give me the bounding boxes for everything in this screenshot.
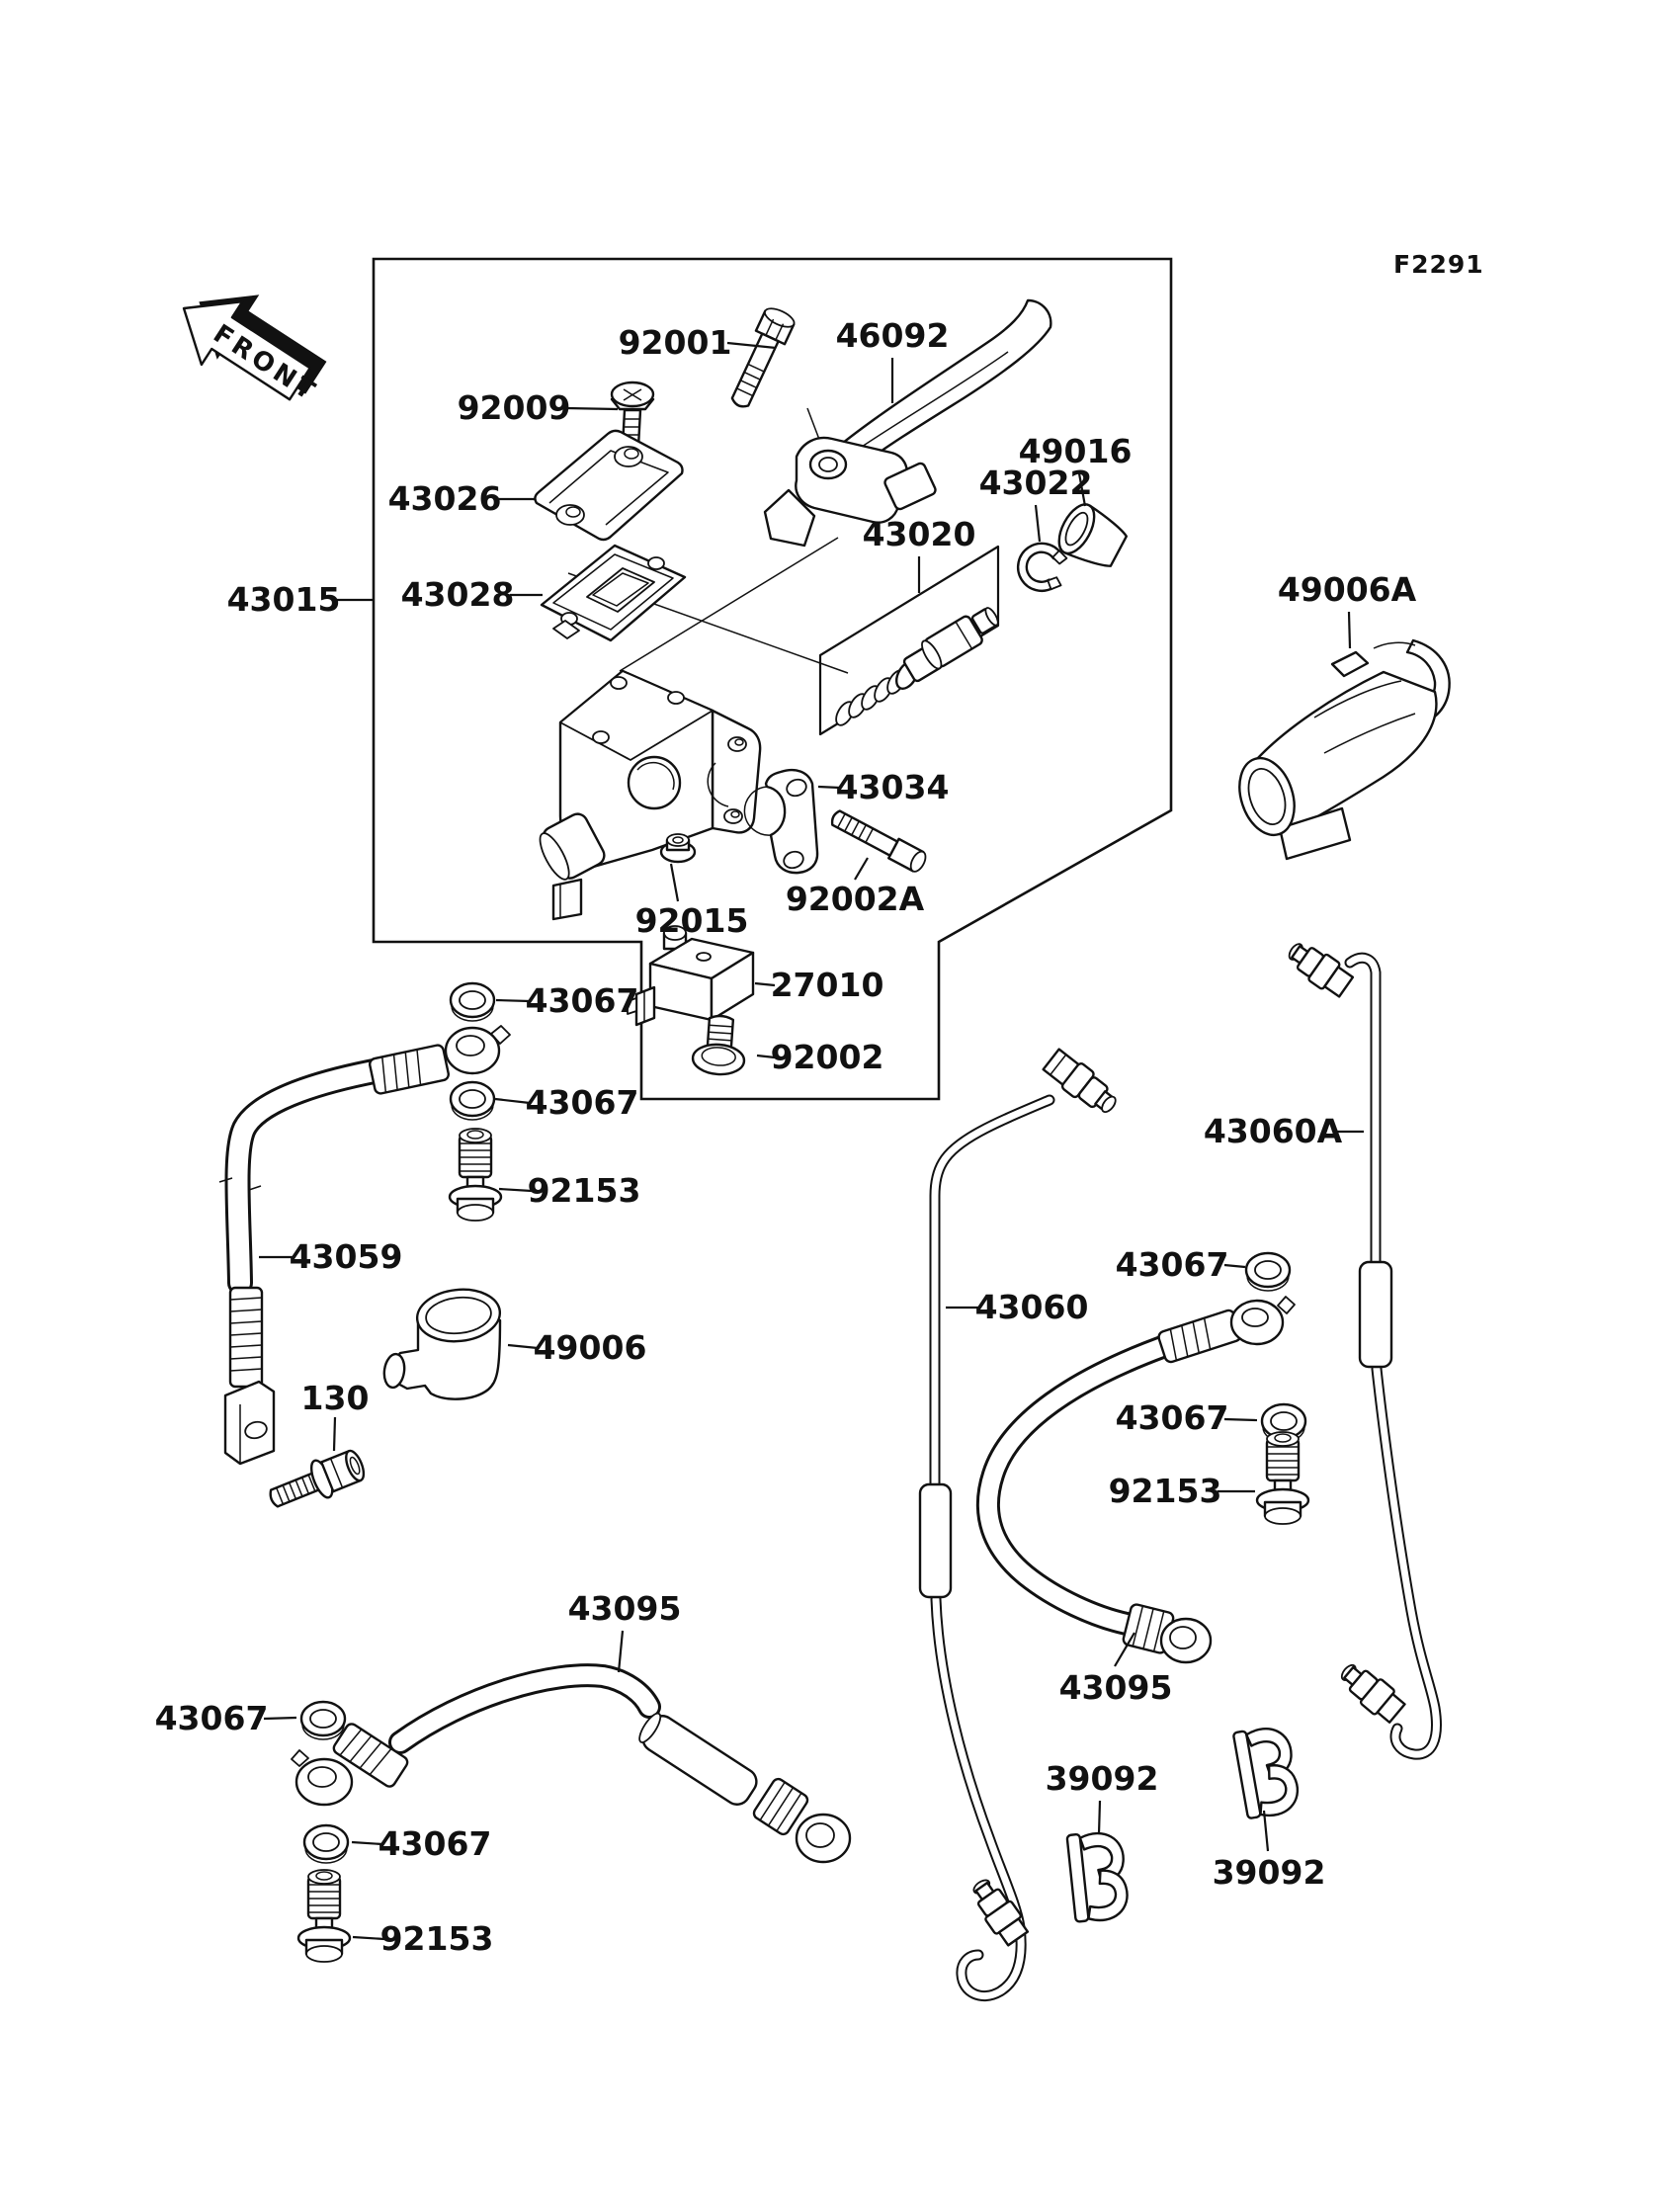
part-number-text-piston-kit: 43020 xyxy=(862,515,976,553)
part-number-text-reservoir-cap: 43026 xyxy=(387,479,502,518)
part-number-text-diaphragm: 43028 xyxy=(400,575,515,614)
leader-line-pipe-clip-1 xyxy=(1099,1801,1100,1834)
part-label-cylinder-clamp xyxy=(818,768,949,806)
part-number-text-washer-3: 43067 xyxy=(1115,1245,1229,1284)
part-number-text-brake-hose-bottom: 43095 xyxy=(567,1589,682,1628)
part-number-text-brake-pipe-right: 43060A xyxy=(1203,1112,1343,1150)
part-number-text-washer-5: 43067 xyxy=(154,1699,269,1737)
part-number-text-brake-lever: 46092 xyxy=(835,316,950,355)
leader-line-screw-reservoir-cap xyxy=(566,408,618,409)
part-number-text-banjo-bolt-2: 92153 xyxy=(1108,1472,1222,1510)
part-number-text-pipe-clip-2: 39092 xyxy=(1212,1853,1326,1892)
part-number-text-banjo-bolt-1: 92153 xyxy=(527,1171,641,1210)
leader-line-bolt-junction xyxy=(334,1417,335,1451)
part-number-text-pipe-clip-1: 39092 xyxy=(1045,1759,1159,1798)
part-number-text-bolt-lever-pivot: 92001 xyxy=(618,323,732,362)
leader-line-washer-4 xyxy=(1224,1419,1257,1420)
part-number-text-hose-reservoir: 43059 xyxy=(289,1237,403,1276)
part-number-text-master-cylinder-assy: 43015 xyxy=(226,580,341,619)
leader-line-lever-boot xyxy=(1349,612,1350,648)
figure-code: F2291 xyxy=(1393,250,1484,279)
part-number-text-screw-reservoir-cap: 92009 xyxy=(457,388,571,427)
part-number-text-cylinder-clamp: 43034 xyxy=(835,768,950,806)
part-number-text-bolt-clamp: 92002A xyxy=(785,880,925,918)
part-number-text-nut-nipple: 92015 xyxy=(634,901,749,940)
part-number-text-banjo-bolt-3: 92153 xyxy=(379,1919,494,1958)
part-number-text-screw-switch: 92002 xyxy=(770,1038,884,1076)
part-number-text-washer-4: 43067 xyxy=(1115,1398,1229,1437)
part-label-brake-switch xyxy=(755,966,883,1004)
part-number-text-elbow-boot: 49006 xyxy=(533,1328,647,1367)
part-number-text-brake-pipe-center: 43060 xyxy=(974,1288,1089,1326)
part-number-text-washer-1: 43067 xyxy=(525,981,639,1020)
part-number-text-brake-switch: 27010 xyxy=(770,966,884,1004)
part-number-text-bolt-junction: 130 xyxy=(300,1379,370,1417)
part-label-screw-switch xyxy=(757,1038,883,1076)
part-label-brake-pipe-right xyxy=(1204,1112,1364,1150)
part-number-text-lever-boot: 49006A xyxy=(1277,570,1417,609)
leader-line-washer-5 xyxy=(264,1718,296,1719)
part-number-text-circlip: 43022 xyxy=(978,464,1093,502)
part-number-text-brake-hose-right: 43095 xyxy=(1058,1668,1173,1707)
part-label-washer-3 xyxy=(1116,1245,1245,1284)
part-number-text-washer-6: 43067 xyxy=(378,1824,492,1863)
part-number-text-dust-cover: 49016 xyxy=(1018,432,1133,470)
part-number-text-washer-2: 43067 xyxy=(525,1083,639,1122)
front-arrow-label: FRONT xyxy=(208,318,323,409)
